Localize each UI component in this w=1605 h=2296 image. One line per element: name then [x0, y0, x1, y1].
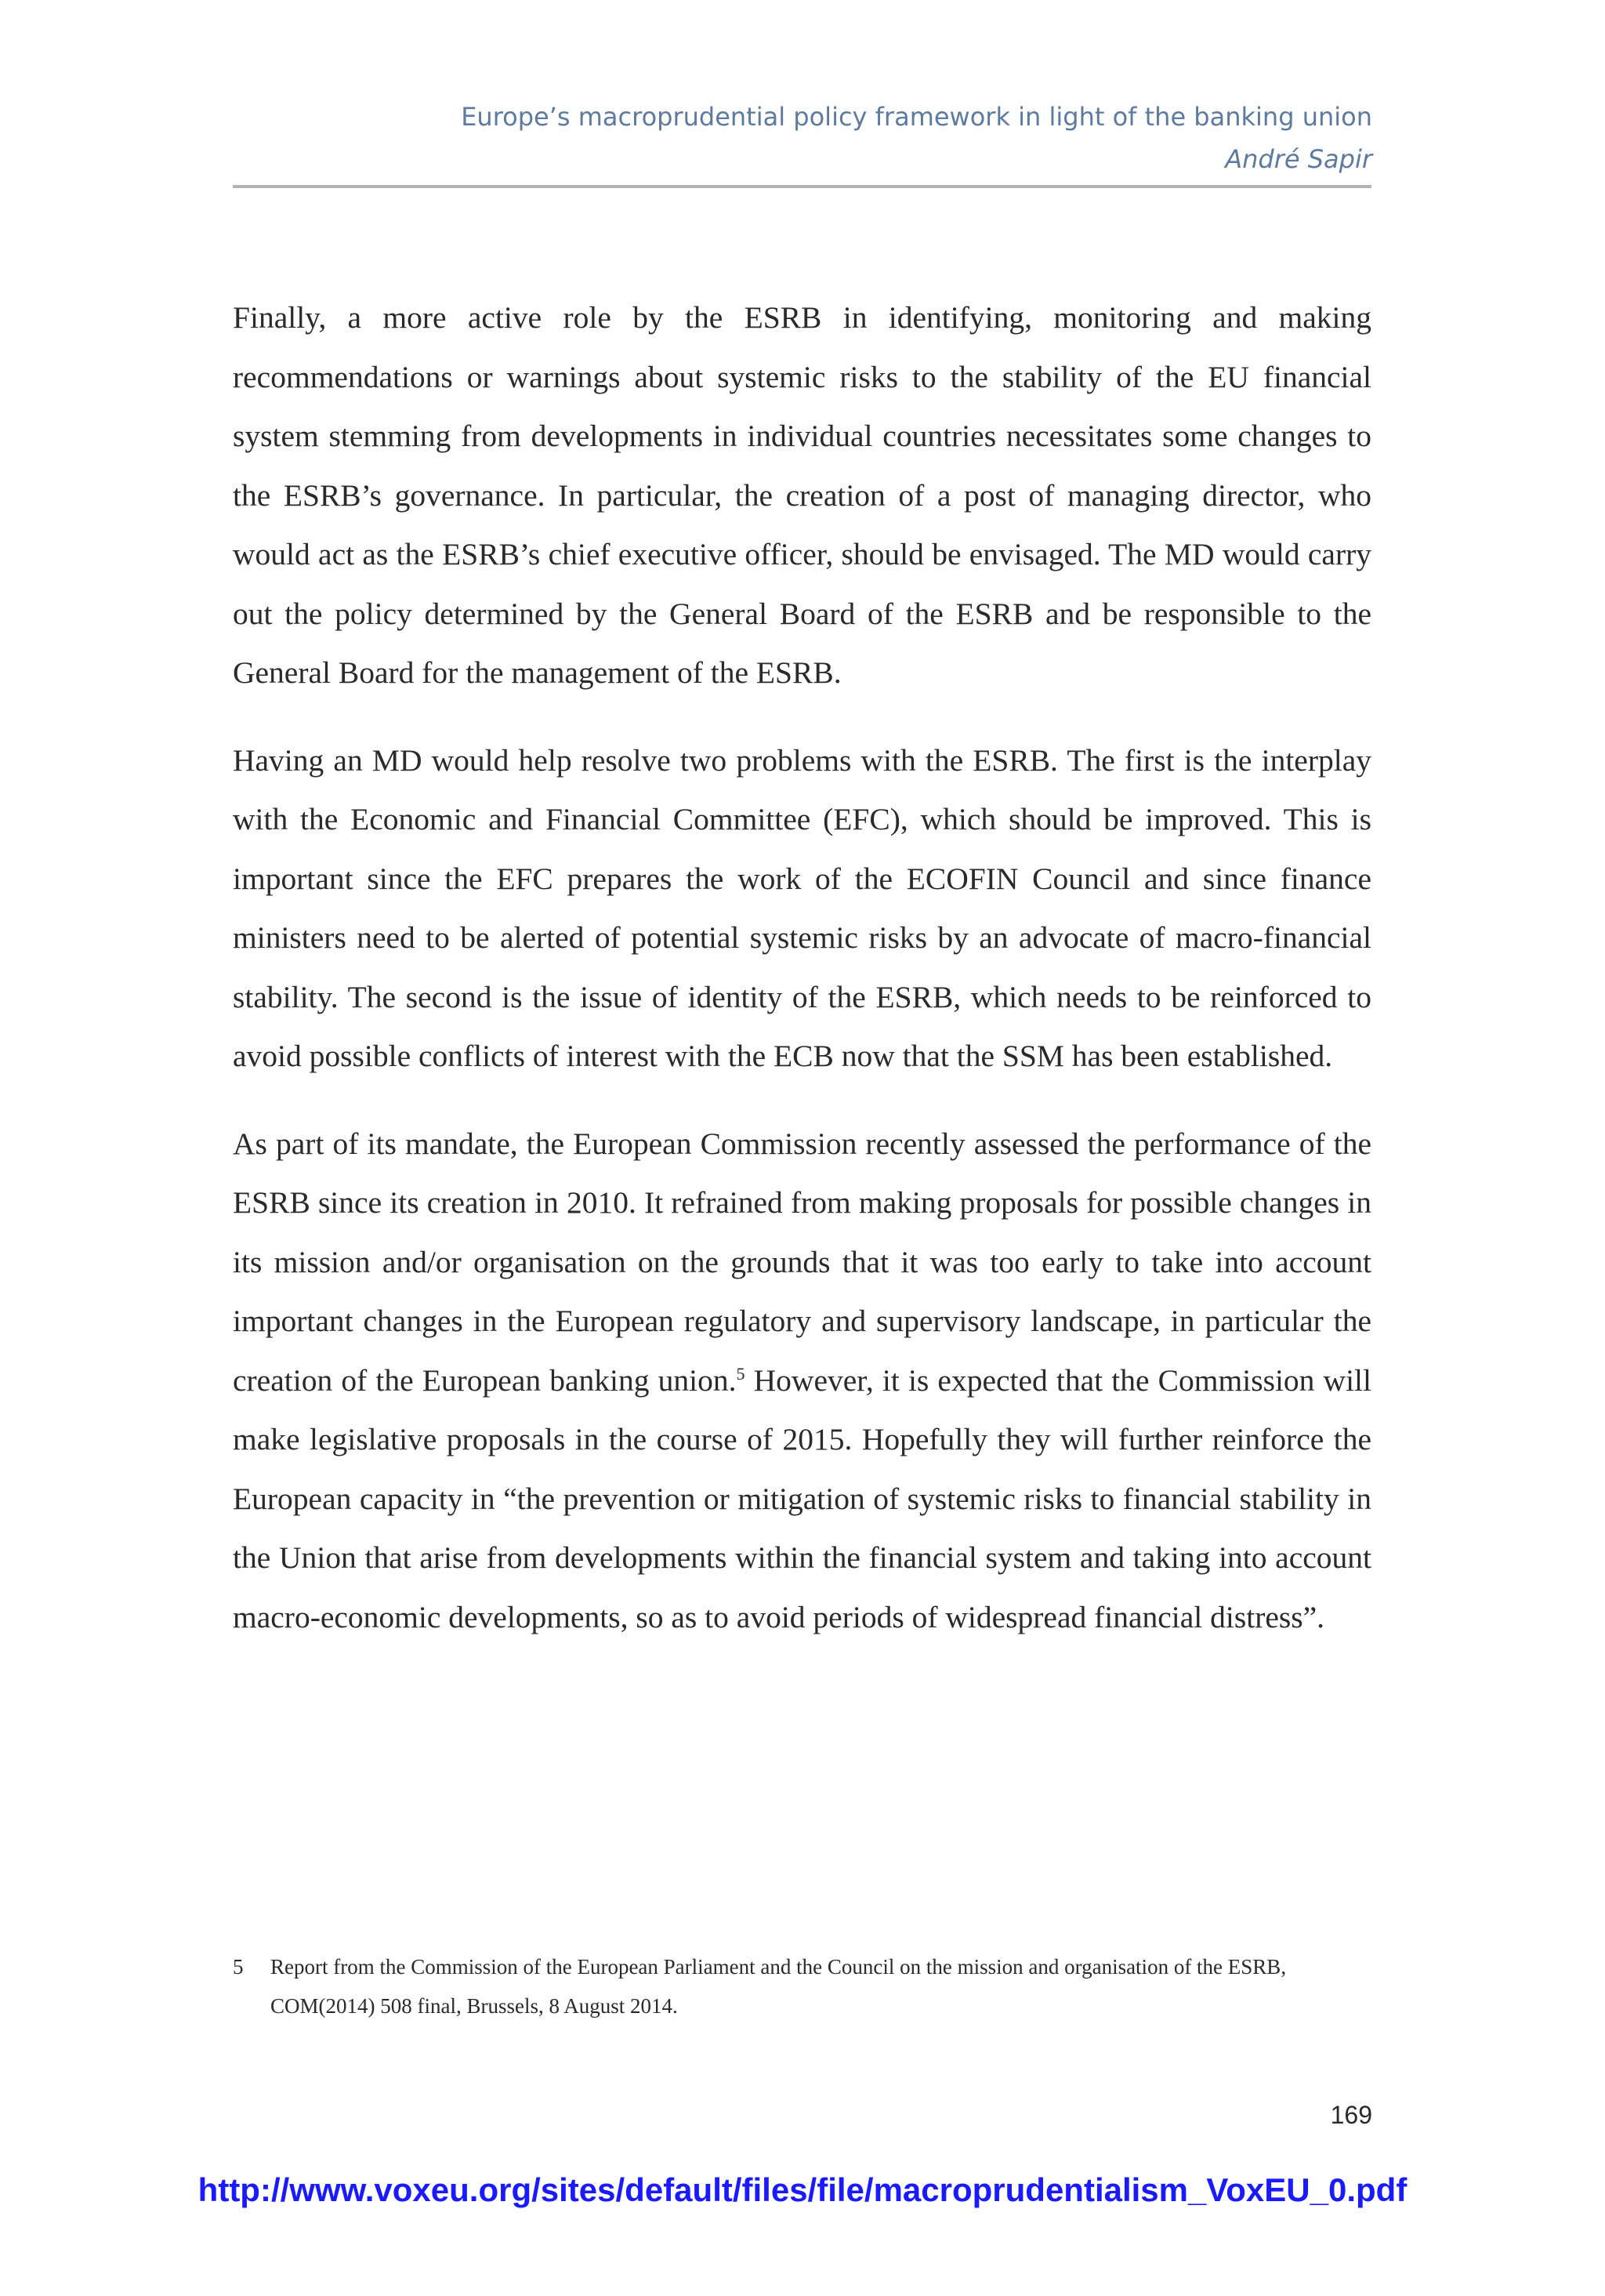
footnote [233, 1947, 1371, 2026]
footnote-number: 5 [233, 1955, 244, 1979]
paragraph-3-part-2: However, it is expected that the Commission will make legislative proposals in the course of 2015. Hopefully they will further reinforce the European capacity in “the prevention or mitigation of systemic risks to financial stability in the Union that arise from developments within the financial system and taking into account macro-economic developments, so as to avoid periods of widespread financial distress”. [233, 1362, 1372, 1634]
paragraph-3 [233, 1115, 1371, 1648]
header-rule [233, 185, 1371, 188]
footnote-reference: 5 [736, 1363, 745, 1384]
paragraph-3-part-1: As part of its mandate, the European Commission recently assessed the performance of the ESRB since its creation in 2010. It refrained from making proposals for possible changes in its mission and/or organisation on the grounds that it was too early to take into account important changes in the European regulatory and supervisory landscape, in particular the creation of the European banking union. [233, 1126, 1371, 1398]
footnote-text: Report from the Commission of the European Parliament and the Council on the mission and organisation of the ESRB, COM(2014) 508 final, Brussels, 8 August 2014. [270, 1955, 1287, 2018]
paragraph-1: Finally, a more active role by the ESRB in identifying, monitoring and making recommendations or warnings about systemic risks to the stability of the EU financial system stemming from developments in individual countries necessitates some changes to the ESRB’s governance. In particular, the creation of a post of managing director, who would act as the ESRB’s chief executive officer, should be envisaged. The MD would carry out the policy determined by the General Board of the ESRB and be responsible to the General Board for the management of the ESRB. [233, 300, 1371, 690]
header-title: Europe’s macroprudential policy framework in light of the banking union [461, 102, 1372, 132]
running-header [461, 96, 1372, 180]
body-text [233, 288, 1371, 1675]
source-url-link[interactable]: http://www.voxeu.org/sites/default/files/file/macroprudentialism_VoxEU_0.pdf [197, 2171, 1408, 2208]
header-author: André Sapir [1225, 144, 1372, 174]
paragraph-2: Having an MD would help resolve two problems with the ESRB. The first is the interplay with the Economic and Financial Committee (EFC), which should be improved. This is important since the EFC prepares the work of the ECOFIN Council and since finance ministers need to be alerted of potential systemic risks by an advocate of macro-financial stability. The second is the issue of identity of the ESRB, which needs to be reinforced to avoid possible conflicts of interest with the ECB now that the SSM has been established. [233, 742, 1371, 1073]
page-number: 169 [1330, 2101, 1372, 2129]
